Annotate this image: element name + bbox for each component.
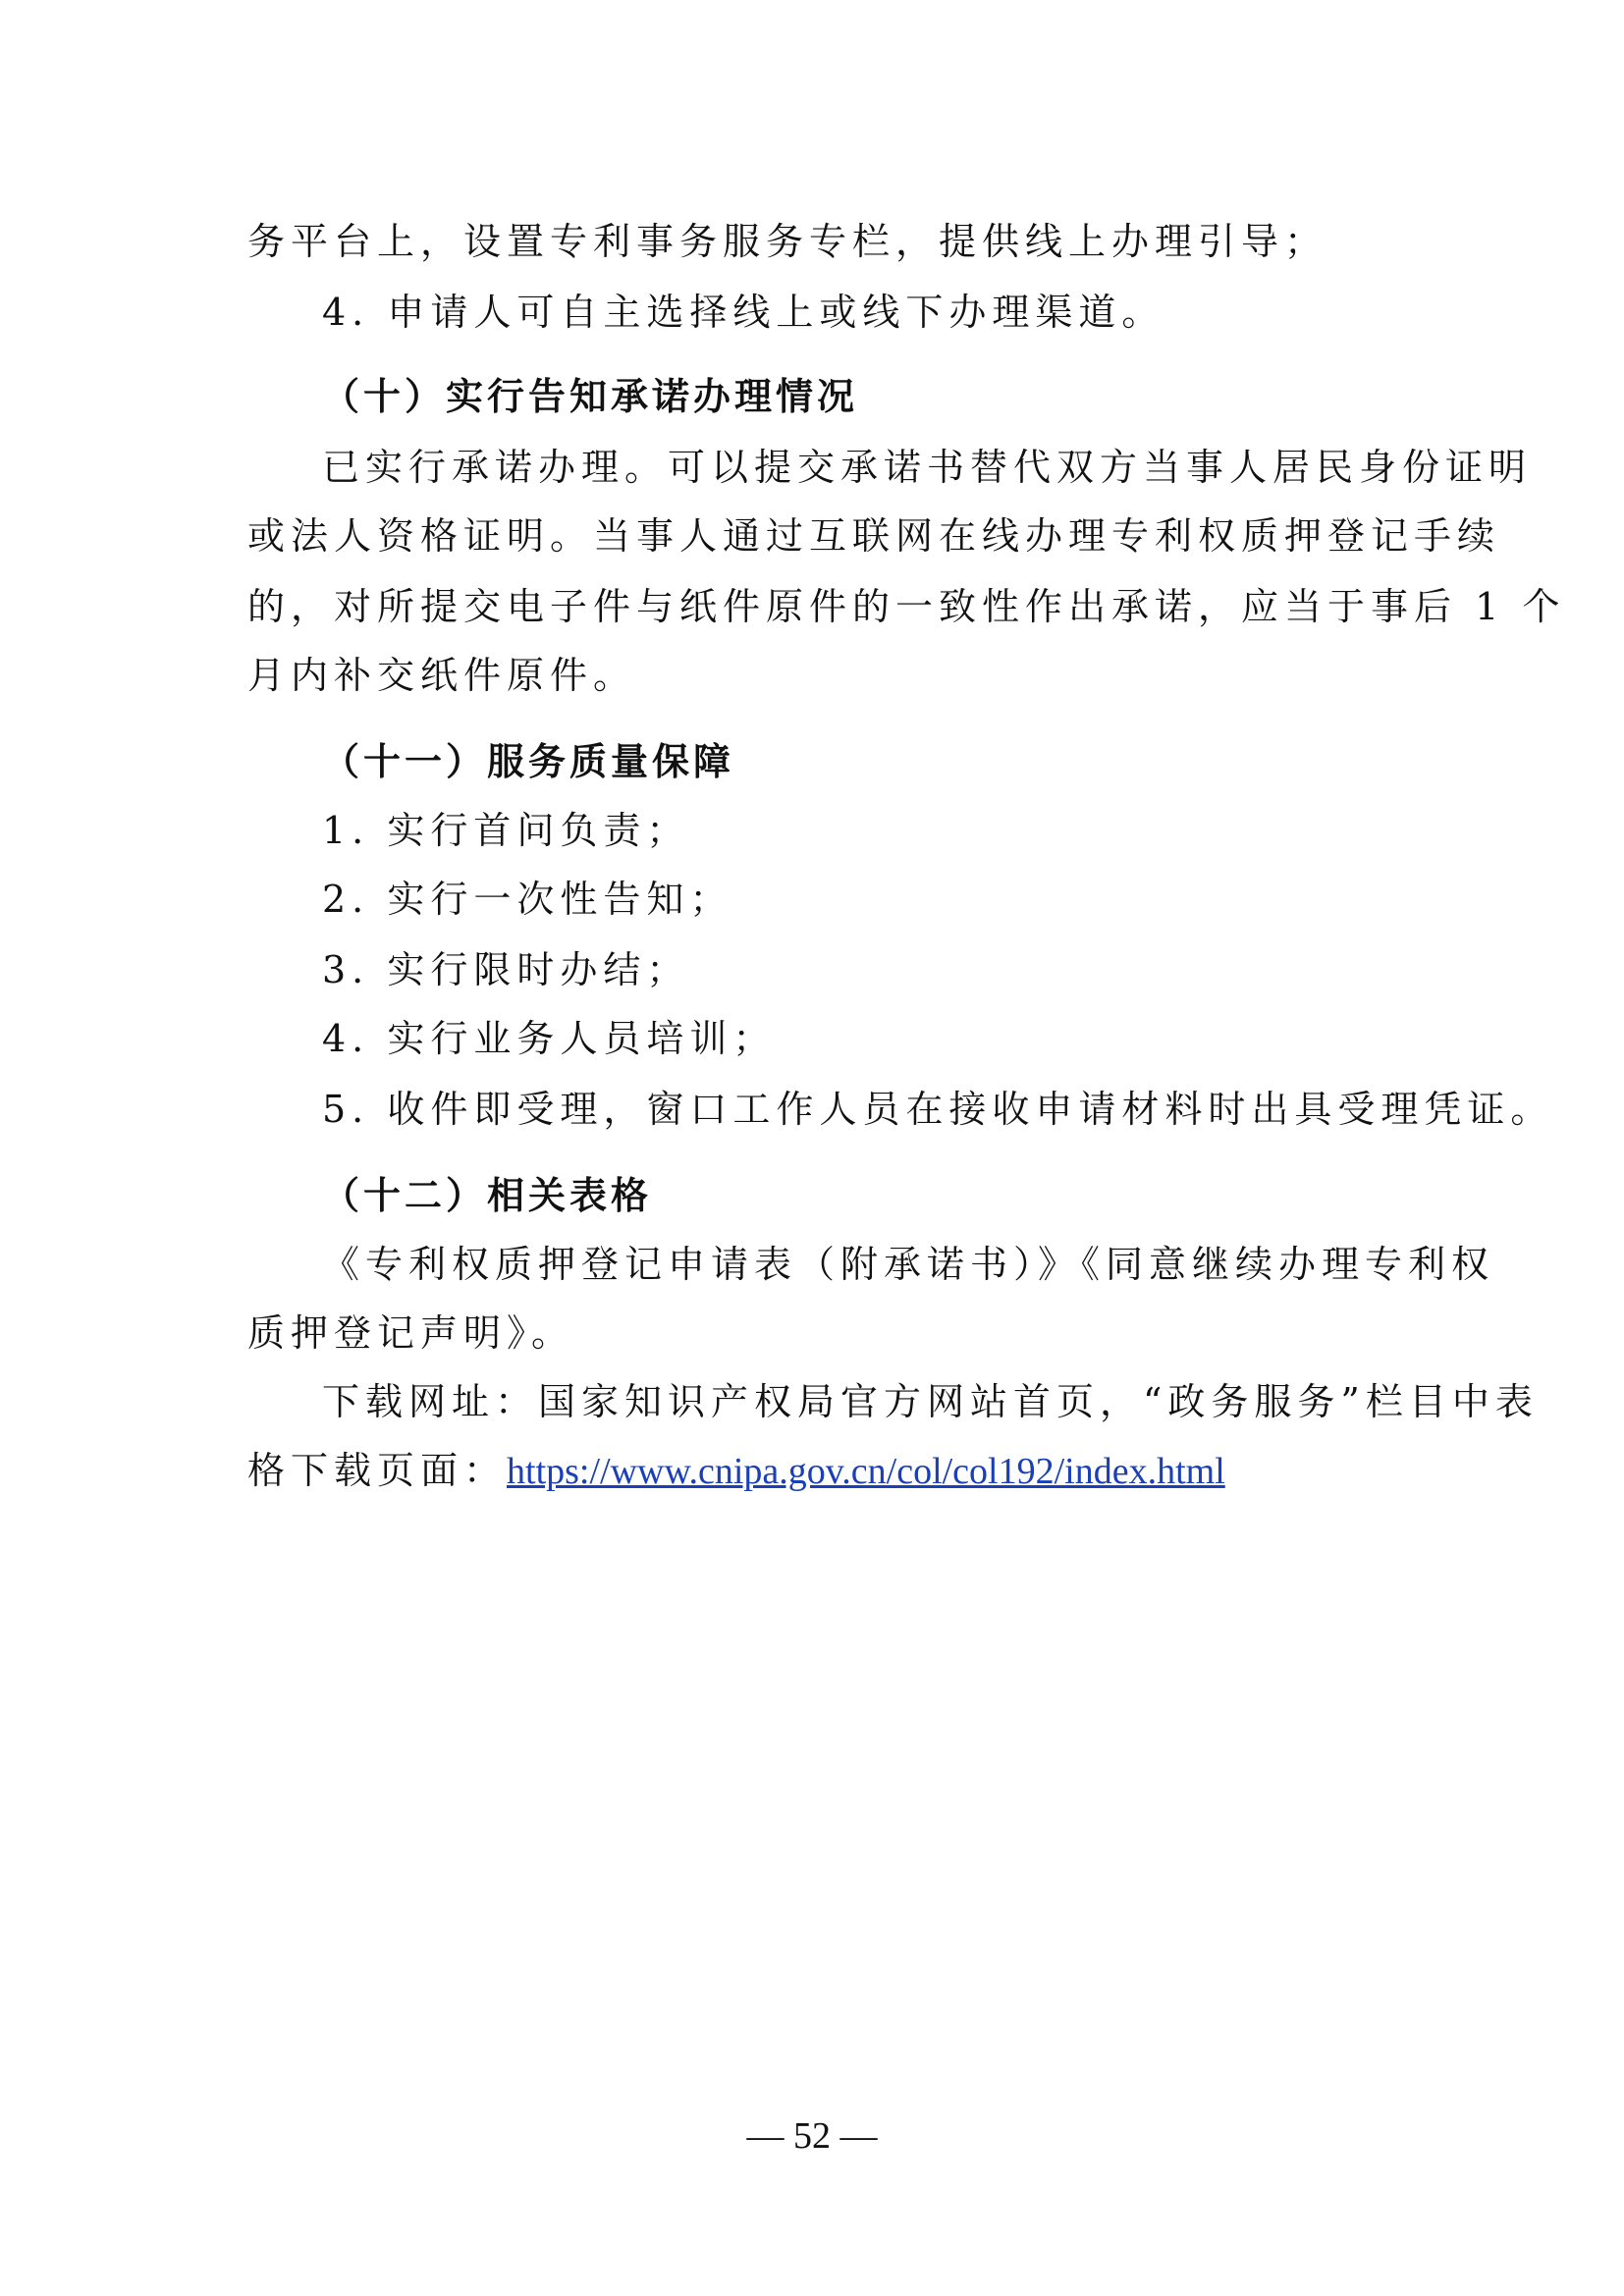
paragraph-line: 下载网址：国家知识产权局官方网站首页，“政务服务”栏目中表 [322, 1380, 1539, 1423]
paragraph-line: 务平台上，设置专利事务服务专栏，提供线上办理引导； [247, 220, 1328, 263]
list-item: 2. 实行一次性告知； [322, 878, 733, 921]
paragraph-line [247, 1447, 1386, 1495]
page-number: — 52 — [746, 2115, 878, 2157]
download-label: 格下载页面： [247, 1449, 508, 1492]
download-link[interactable]: https://www.cnipa.gov.cn/col/col192/index.html [507, 1451, 1225, 1492]
list-item: 4. 实行业务人员培训； [322, 1017, 777, 1060]
list-item: 4. 申请人可自主选择线上或线下办理渠道。 [322, 291, 1165, 334]
list-item: 1. 实行首问负责； [322, 809, 690, 852]
paragraph-line: 月内补交纸件原件。 [247, 654, 637, 697]
list-item: 3. 实行限时办结； [322, 948, 690, 991]
list-item: 5. 收件即受理，窗口工作人员在接收申请材料时出具受理凭证。 [322, 1088, 1554, 1131]
paragraph-line: 的，对所提交电子件与纸件原件的一致性作出承诺，应当于事后 1 个 [247, 585, 1566, 628]
section-heading: （十）实行告知承诺办理情况 [322, 374, 859, 418]
paragraph-line: 或法人资格证明。当事人通过互联网在线办理专利权质押登记手续 [247, 514, 1501, 558]
paragraph-line: 已实行承诺办理。可以提交承诺书替代双方当事人居民身份证明 [322, 446, 1533, 489]
section-heading: （十一）服务质量保障 [322, 739, 735, 783]
paragraph-line: 《专利权质押登记申请表（附承诺书）》《同意继续办理专利权 [322, 1243, 1495, 1286]
paragraph-line: 质押登记声明》。 [247, 1311, 575, 1355]
section-heading: （十二）相关表格 [322, 1173, 653, 1217]
